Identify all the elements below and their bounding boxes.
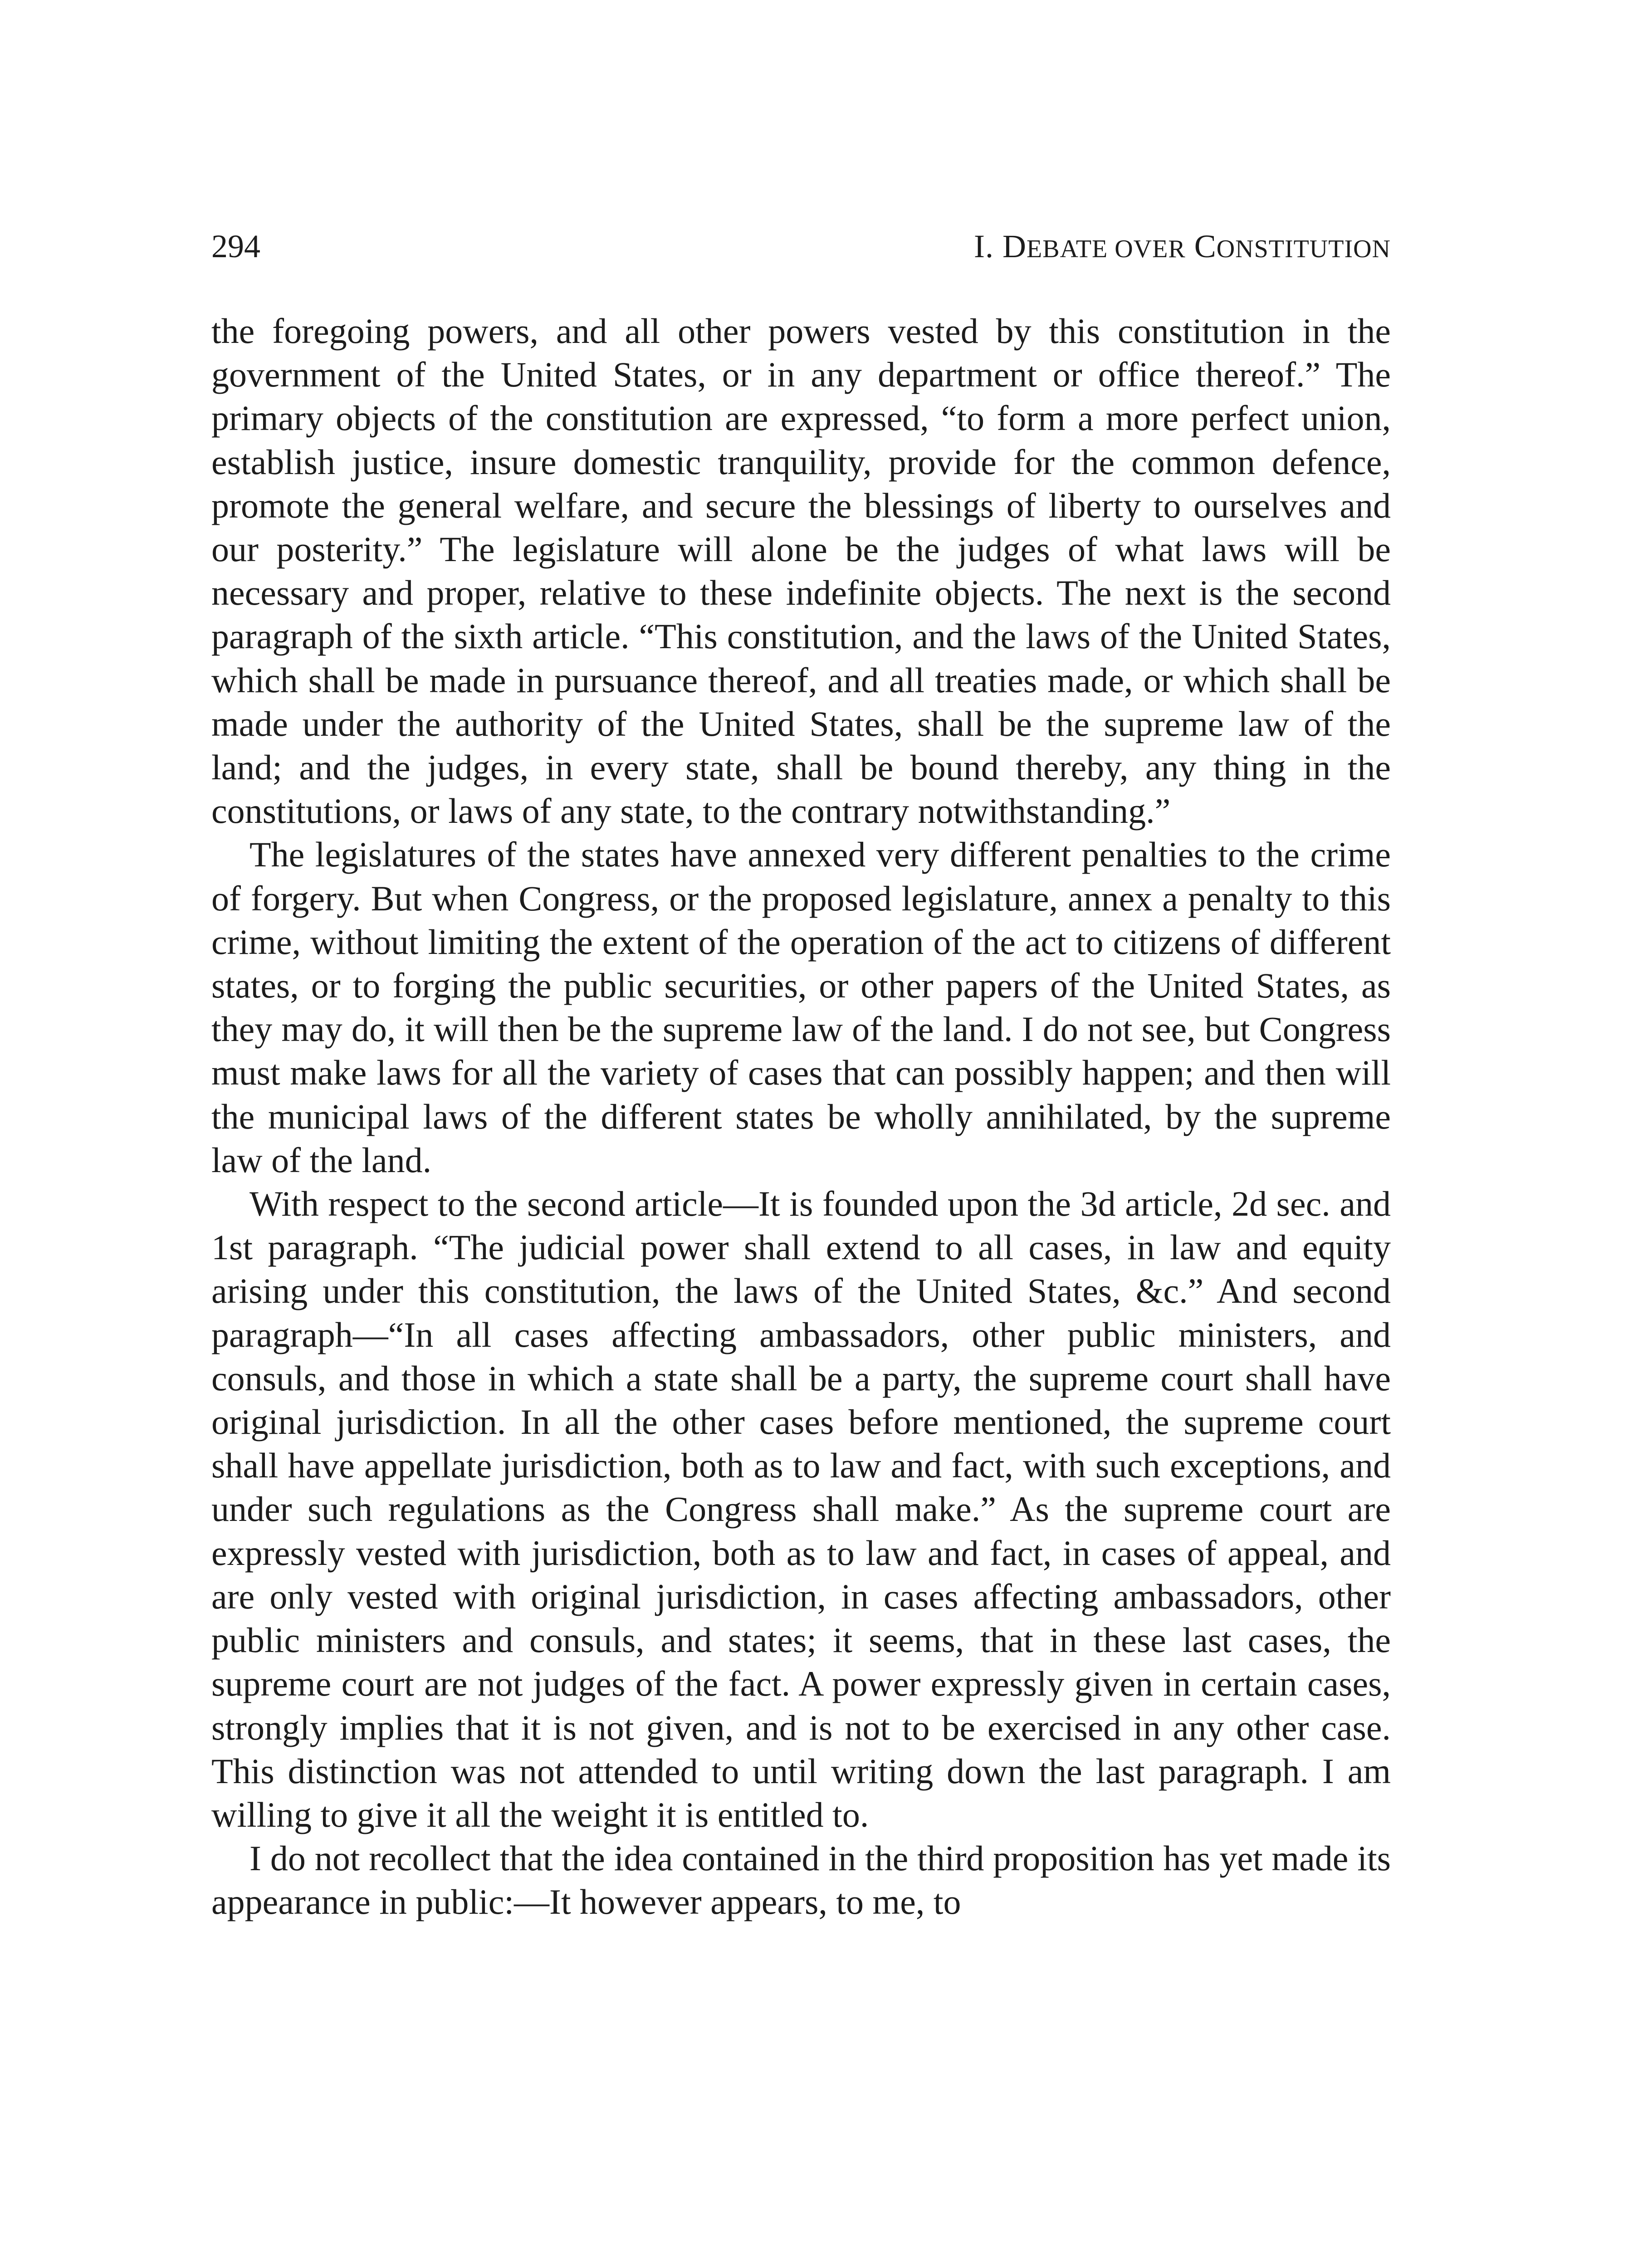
paragraph-second-article: With respect to the second article—It is founded upon the 3d article, 2d sec. and 1st paragraph. “The judicial power shall extend to all cases, in law and equity arising under this constitution, the laws of the United States, &c.” And second paragraph—“In all cases affecting ambassadors, other public ministers, and consuls, and those in which a state shall be a party, the supreme court shall have original jurisdiction. In all the other cases before mentioned, the supreme court shall have appellate jurisdiction, both as to law and fact, with such exceptions, and under such regulations as the Congress shall make.” As the supreme court are expressly vested with jurisdiction, both as to law and fact, in cases of appeal, and are only vested with original jurisdiction, in cases affecting ambassadors, other public ministers and consuls, and states; it seems, that in these last cases, the supreme court are not judges of the fact. A power expressly given in certain cases, strongly implies that it is not given, and is not to be exercised in any other case. This distinction was not attended to until writing down the last paragraph. I am willing to give it all the weight it is entitled to.	[211, 1184, 1391, 1834]
section-title-smallcaps-1: EBATE OVER	[1027, 235, 1186, 263]
section-title-initial: I. D	[974, 228, 1027, 264]
paragraph-forgery: The legislatures of the states have annexed very different penalties to the crime of forgery. But when Congress, or the proposed legislature, annex a penalty to this crime, without limiting the extent of the operation of the act to citizens of different states, or to forging the public securities, or other papers of the United States, as they may do, it will then be the supreme law of the land. I do not see, but Congress must make laws for all the variety of cases that can possibly happen; and then will the municipal laws of the different states be wholly annihilated, by the supreme law of the land.	[211, 835, 1391, 1180]
paragraph-third-proposition: I do not recollect that the idea contained in the third proposition has yet made its appearance in public:—It however appears, to me, to	[211, 1838, 1391, 1922]
page-number: 294	[211, 228, 260, 264]
section-title-smallcaps-2: ONSTITUTION	[1216, 235, 1391, 263]
section-title-mid: C	[1185, 228, 1217, 264]
paragraph-continued: the foregoing powers, and all other powers vested by this constitution in the government of the United States, or in any department or office thereof.” The primary objects of the constitution are expressed, “to form a more perfect union, establish justice, insure domestic tranquility, provide for the common defence, promote the general welfare, and secure the blessings of liberty to ourselves and our posterity.” The legislature will alone be the judges of what laws will be necessary and proper, relative to these indefinite objects. The next is the second paragraph of the sixth article. “This constitution, and the laws of the United States, which shall be made in pursuance thereof, and all treaties made, or which shall be made under the authority of the United States, shall be the supreme law of the land; and the judges, in every state, shall be bound thereby, any thing in the constitutions, or laws of any state, to the contrary notwithstanding.”	[211, 311, 1391, 831]
section-title	[974, 221, 1391, 274]
running-head	[211, 221, 1391, 271]
body-text	[211, 309, 1391, 1924]
